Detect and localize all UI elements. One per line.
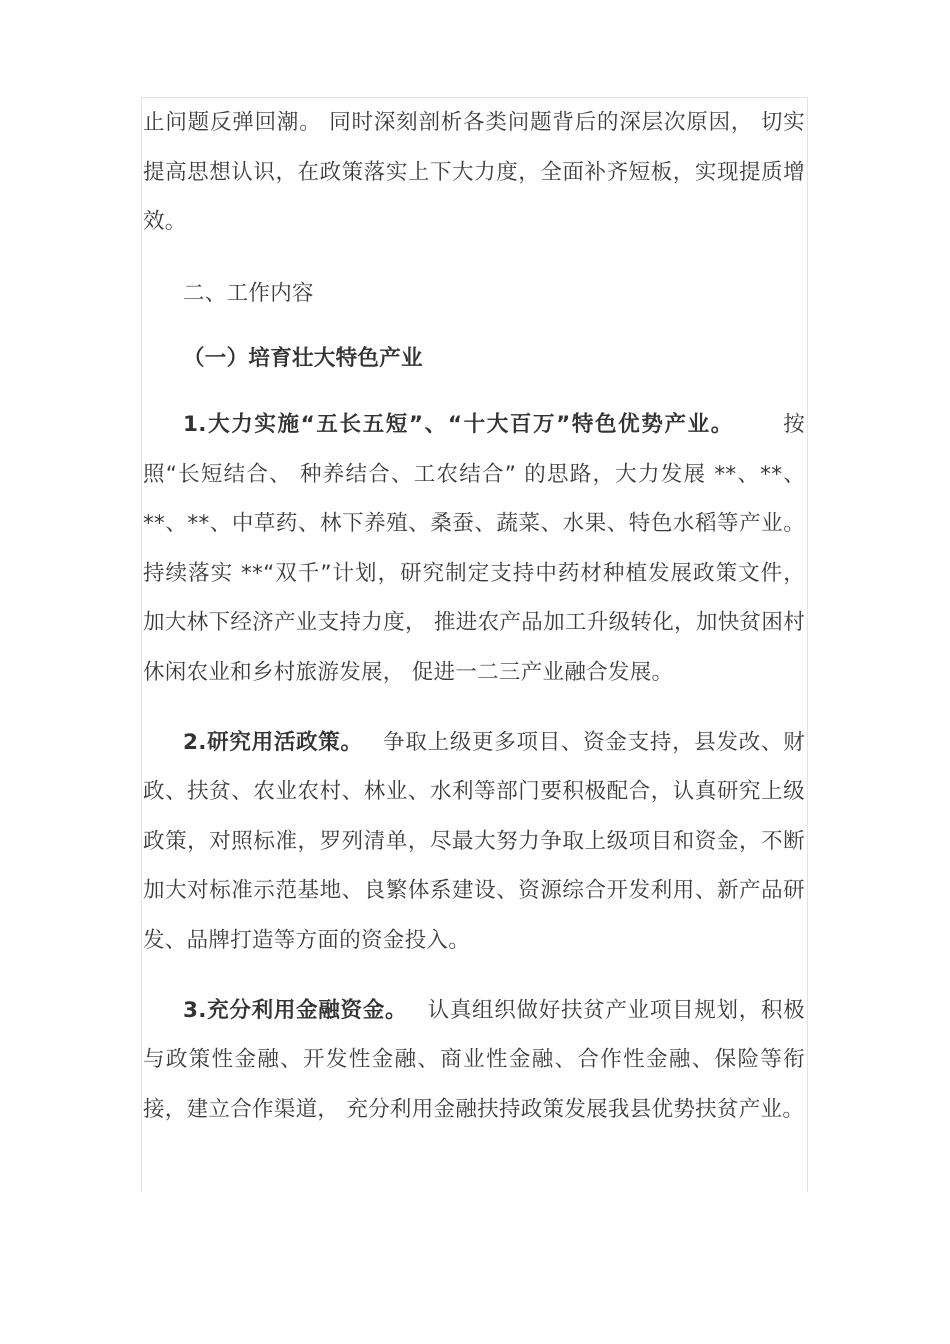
subsection-heading: （一）培育壮大特色产业 [183, 346, 423, 372]
item-paragraph-2 [143, 718, 805, 966]
item-title-2: 2.研究用活政策。 [183, 729, 363, 755]
document-body [143, 98, 805, 1134]
item-title-1: 1.大力实施“五长五短”、“十大百万”特色优势产业。 [183, 411, 734, 437]
item-body-2: 争取上级更多项目、资金支持，县发改、财政、扶贫、农业农村、林业、水利等部门要积极配合，认真研究上级政策，对照标准，罗列清单，尽最大努力争取上级项目和资金，不断加大对标准示范基地、良繁体系建设、资源综合开发利用、新产品研发、品牌打造等方面的资金投入。 [143, 729, 806, 953]
item-body-1: 按照“长短结合、 种养结合、工农结合” 的思路，大力发展 **、**、**、**、中草药、林下养殖、桑蚕、蔬菜、水果、特色水稻等产业。持续落实 **“双千”计划，研究制定支持中药材种植发展政策文件，加大林下经济产业支持力度， 推进农产品加工升级转化，加快贫困村休闲农业和乡村旅游发展， 促进一二三产业融合发展。 [143, 411, 805, 685]
section-heading: 二、工作内容 [183, 280, 314, 306]
item-title-3: 3.充分利用金融资金。 [183, 997, 408, 1023]
intro-paragraph: 止问题反弹回潮。 同时深刻剖析各类问题背后的深层次原因， 切实提高思想认识，在政策落实上下大力度，全面补齐短板，实现提质增效。 [143, 110, 805, 235]
item-paragraph-1 [143, 400, 805, 698]
item-body-3: 认真组织做好扶贫产业项目规划，积极与政策性金融、开发性金融、商业性金融、合作性金融、保险等衔接，建立合作渠道， 充分利用金融扶持政策发展我县优势扶贫产业。 [143, 997, 805, 1122]
item-paragraph-3 [143, 986, 805, 1135]
